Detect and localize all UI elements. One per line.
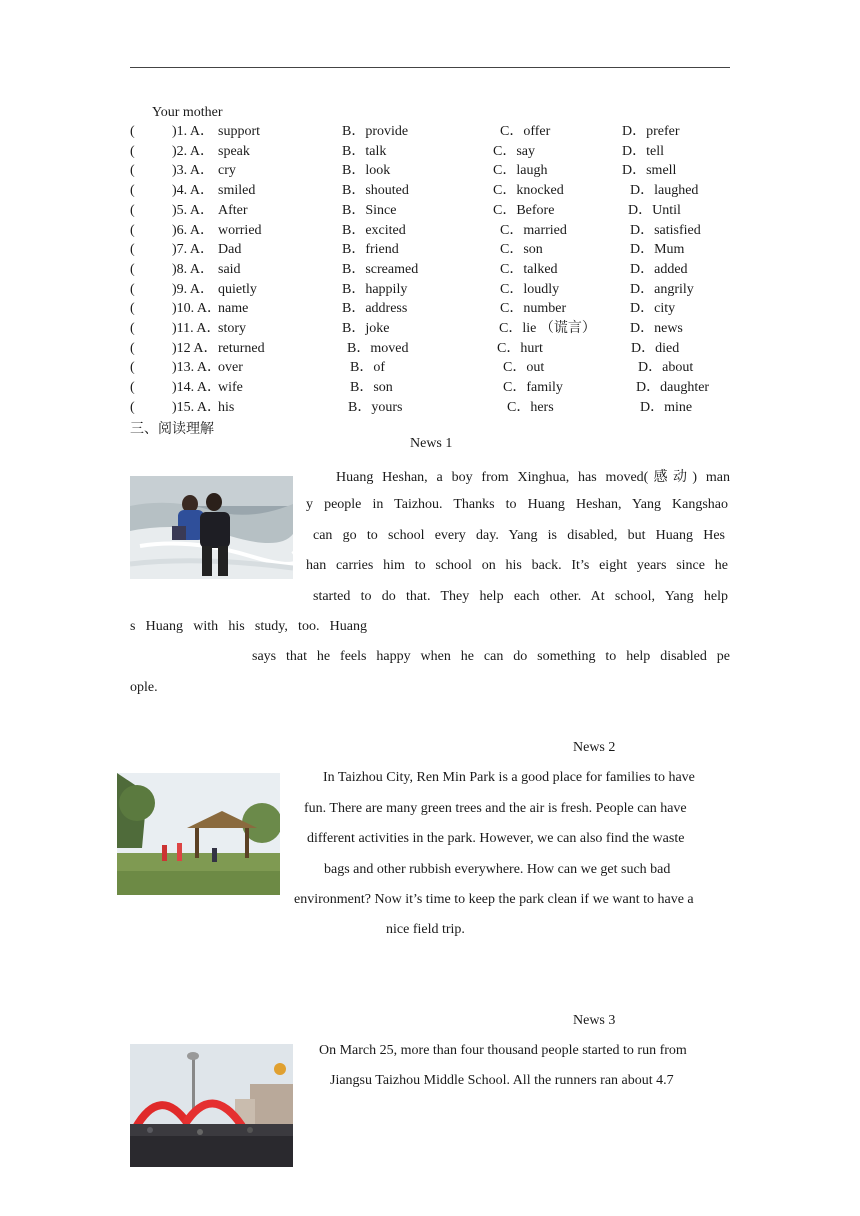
- option-a: over: [218, 360, 243, 376]
- answer-blank: (: [130, 301, 135, 317]
- answer-blank: (: [130, 183, 135, 199]
- option-b: B．provide: [342, 124, 409, 139]
- question-row: [0, 122, 860, 142]
- question-row: [0, 378, 860, 398]
- option-c: C．knocked: [493, 183, 564, 199]
- news2-photo: [117, 773, 280, 895]
- option-a: support: [218, 124, 260, 139]
- question-number: )9. A．: [172, 281, 214, 297]
- news2-title: News 2: [573, 740, 616, 755]
- option-a: Dad: [218, 242, 242, 258]
- option-b: B．happily: [342, 281, 408, 297]
- answer-blank: (: [130, 321, 135, 336]
- answer-blank: (: [130, 360, 135, 376]
- option-d: D．daughter: [636, 380, 710, 396]
- option-d: D．died: [631, 340, 680, 356]
- answer-blank: (: [130, 163, 135, 179]
- option-b: B．moved: [347, 340, 409, 356]
- text-line: ople.: [130, 680, 158, 695]
- option-b: B．talk: [342, 143, 387, 159]
- option-b: B．look: [342, 163, 391, 179]
- option-a: story: [218, 321, 246, 336]
- option-a: cry: [218, 163, 236, 179]
- question-number: )10. A．: [172, 301, 221, 317]
- answer-blank: (: [130, 124, 135, 139]
- option-a: speak: [218, 143, 250, 159]
- option-d: D．smell: [622, 163, 677, 179]
- option-d: D．mine: [640, 399, 693, 415]
- option-a: returned: [218, 340, 265, 356]
- option-d: D．about: [638, 360, 694, 376]
- question-row: [0, 221, 860, 241]
- option-b: B．shouted: [342, 183, 409, 199]
- option-d: D．Until: [628, 202, 681, 218]
- header-rule: [130, 67, 730, 68]
- text-line: bags and other rubbish everywhere. How can we get such bad: [324, 862, 671, 877]
- answer-blank: (: [130, 202, 135, 218]
- answer-blank: (: [130, 340, 135, 356]
- option-d: D．satisfied: [630, 222, 701, 238]
- option-c: C．loudly: [500, 281, 560, 297]
- option-a: After: [218, 202, 248, 218]
- text-line: different activities in the park. However, we can also find the waste: [307, 831, 685, 846]
- question-row: [0, 240, 860, 260]
- question-row: [0, 339, 860, 359]
- text-line: fun. There are many green trees and the air is fresh. People can have: [304, 801, 687, 816]
- option-c: C．out: [503, 360, 545, 376]
- option-a: wife: [218, 380, 243, 396]
- answer-blank: (: [130, 261, 135, 277]
- option-c: C．laugh: [493, 163, 548, 179]
- option-a: his: [218, 399, 235, 415]
- question-row: [0, 398, 860, 418]
- text-line: nice field trip.: [386, 922, 465, 937]
- question-number: )8. A．: [172, 261, 214, 277]
- option-b: B．friend: [342, 242, 399, 258]
- option-b: B．of: [350, 360, 385, 376]
- question-row: [0, 142, 860, 162]
- option-c: C．son: [500, 242, 543, 258]
- option-c: C．hers: [507, 399, 554, 415]
- news1-photo: [130, 476, 293, 579]
- section-heading: 三、阅读理解: [130, 422, 214, 437]
- question-number: )1. A．: [172, 124, 214, 139]
- text-line: In Taizhou City, Ren Min Park is a good place for families to have: [323, 770, 695, 785]
- question-number: )14. A．: [172, 380, 221, 396]
- option-b: B．address: [342, 301, 408, 317]
- option-d: D．laughed: [630, 183, 699, 199]
- option-d: D．added: [630, 261, 688, 277]
- text-line: On March 25, more than four thousand people started to run from: [319, 1043, 687, 1058]
- question-number: )3. A．: [172, 163, 214, 179]
- option-a: said: [218, 261, 241, 277]
- text-line: says that he feels happy when he can do something to help disabled pe: [252, 649, 730, 664]
- question-number: )2. A．: [172, 143, 214, 159]
- option-c: C．talked: [500, 261, 558, 277]
- question-number: )12 A．: [172, 340, 218, 356]
- question-number: )11. A．: [172, 321, 221, 336]
- question-number: )4. A．: [172, 183, 214, 199]
- text-line: han carries him to school on his back. It’s eight years since he: [306, 558, 728, 573]
- answer-blank: (: [130, 281, 135, 297]
- text-line: started to do that. They help each other. At school, Yang help: [313, 589, 728, 604]
- question-row: [0, 299, 860, 319]
- option-d: D．tell: [622, 143, 664, 159]
- question-number: )6. A．: [172, 222, 214, 238]
- option-a: smiled: [218, 183, 256, 199]
- question-row: [0, 319, 860, 339]
- option-d: D．news: [630, 321, 683, 336]
- option-c: C．married: [500, 222, 567, 238]
- option-b: B．son: [350, 380, 393, 396]
- news1-title: News 1: [410, 436, 453, 451]
- question-number: )15. A．: [172, 399, 221, 415]
- option-c: C．number: [500, 301, 567, 317]
- question-row: [0, 358, 860, 378]
- question-row: [0, 260, 860, 280]
- passage-ending: Your mother: [152, 105, 223, 120]
- text-line: Jiangsu Taizhou Middle School. All the runners ran about 4.7: [330, 1073, 674, 1088]
- text-line: s Huang with his study, too. Huang: [130, 619, 367, 634]
- option-c: C．hurt: [497, 340, 543, 356]
- question-number: )7. A．: [172, 242, 214, 258]
- question-number: )5. A．: [172, 202, 214, 218]
- option-a: name: [218, 301, 249, 317]
- news3-photo: [130, 1044, 293, 1167]
- text-line: Huang Heshan, a boy from Xinghua, has moved(感动) man: [336, 470, 730, 485]
- option-c: C．family: [503, 380, 563, 396]
- text-line: can go to school every day. Yang is disabled, but Huang Hes: [313, 528, 725, 543]
- option-b: B．excited: [342, 222, 406, 238]
- question-row: [0, 161, 860, 181]
- option-a: quietly: [218, 281, 257, 297]
- answer-blank: (: [130, 399, 135, 415]
- option-c: C．offer: [500, 124, 551, 139]
- answer-blank: (: [130, 222, 135, 238]
- option-b: B．joke: [342, 321, 390, 336]
- option-b: B．screamed: [342, 261, 419, 277]
- answer-blank: (: [130, 242, 135, 258]
- text-line: environment? Now it’s time to keep the park clean if we want to have a: [294, 892, 694, 907]
- question-row: [0, 201, 860, 221]
- option-d: D．Mum: [630, 242, 685, 258]
- option-d: D．city: [630, 301, 676, 317]
- answer-blank: (: [130, 380, 135, 396]
- answer-blank: (: [130, 143, 135, 159]
- option-c: C．say: [493, 143, 535, 159]
- option-b: B．Since: [342, 202, 397, 218]
- option-b: B．yours: [348, 399, 403, 415]
- question-row: [0, 181, 860, 201]
- question-row: [0, 280, 860, 300]
- news3-title: News 3: [573, 1013, 616, 1028]
- option-a: worried: [218, 222, 262, 238]
- option-d: D．prefer: [622, 124, 680, 139]
- text-line: y people in Taizhou. Thanks to Huang Heshan, Yang Kangshao: [306, 497, 728, 512]
- question-number: )13. A．: [172, 360, 221, 376]
- option-d: D．angrily: [630, 281, 694, 297]
- option-c: C．lie （谎言）: [499, 321, 596, 336]
- option-c: C．Before: [493, 202, 555, 218]
